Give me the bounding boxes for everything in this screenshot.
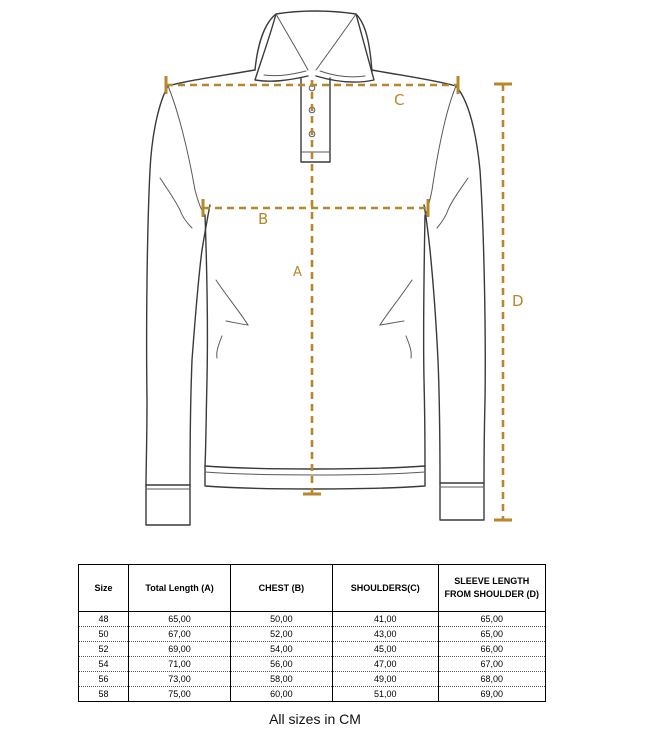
cell-total-length: 71,00	[129, 657, 231, 672]
table-row	[79, 687, 546, 702]
size-chart-table	[78, 564, 546, 702]
cell-total-length: 65,00	[129, 612, 231, 627]
table-row	[79, 627, 546, 642]
table-row	[79, 657, 546, 672]
cell-chest: 56,00	[230, 657, 332, 672]
measurement-lines	[166, 76, 512, 520]
units-footnote: All sizes in CM	[269, 711, 361, 727]
header-total-length: Total Length (A)	[129, 565, 231, 612]
cell-chest: 54,00	[230, 642, 332, 657]
table-header-row	[79, 565, 546, 612]
cell-total-length: 67,00	[129, 627, 231, 642]
cell-size: 48	[79, 612, 129, 627]
table-row	[79, 642, 546, 657]
shirt-outline	[146, 11, 485, 525]
cell-size: 52	[79, 642, 129, 657]
cell-size: 50	[79, 627, 129, 642]
label-c: C	[394, 91, 405, 109]
cell-sleeve-length: 65,00	[438, 627, 545, 642]
cell-sleeve-length: 68,00	[438, 672, 545, 687]
cell-size: 56	[79, 672, 129, 687]
cell-sleeve-length: 67,00	[438, 657, 545, 672]
cell-sleeve-length: 65,00	[438, 612, 545, 627]
cell-chest: 50,00	[230, 612, 332, 627]
label-b: B	[258, 210, 269, 228]
cell-total-length: 69,00	[129, 642, 231, 657]
label-a: A	[293, 265, 302, 280]
cell-shoulders: 45,00	[332, 642, 438, 657]
cell-shoulders: 43,00	[332, 627, 438, 642]
table-row	[79, 672, 546, 687]
header-sleeve-length: SLEEVE LENGTH FROM SHOULDER (D)	[438, 565, 545, 612]
cell-shoulders: 49,00	[332, 672, 438, 687]
cell-chest: 58,00	[230, 672, 332, 687]
cell-chest: 60,00	[230, 687, 332, 702]
cell-size: 54	[79, 657, 129, 672]
cell-total-length: 75,00	[129, 687, 231, 702]
header-shoulders: SHOULDERS(C)	[332, 565, 438, 612]
label-d: D	[512, 292, 524, 310]
header-size: Size	[79, 565, 129, 612]
cell-shoulders: 41,00	[332, 612, 438, 627]
cell-shoulders: 51,00	[332, 687, 438, 702]
cell-sleeve-length: 66,00	[438, 642, 545, 657]
cell-size: 58	[98, 689, 109, 699]
cell-total-length: 73,00	[129, 672, 231, 687]
header-chest: CHEST (B)	[230, 565, 332, 612]
cell-sleeve-length: 69,00	[438, 687, 545, 702]
cell-chest: 52,00	[230, 627, 332, 642]
table-row	[79, 612, 546, 627]
cell-shoulders: 47,00	[332, 657, 438, 672]
